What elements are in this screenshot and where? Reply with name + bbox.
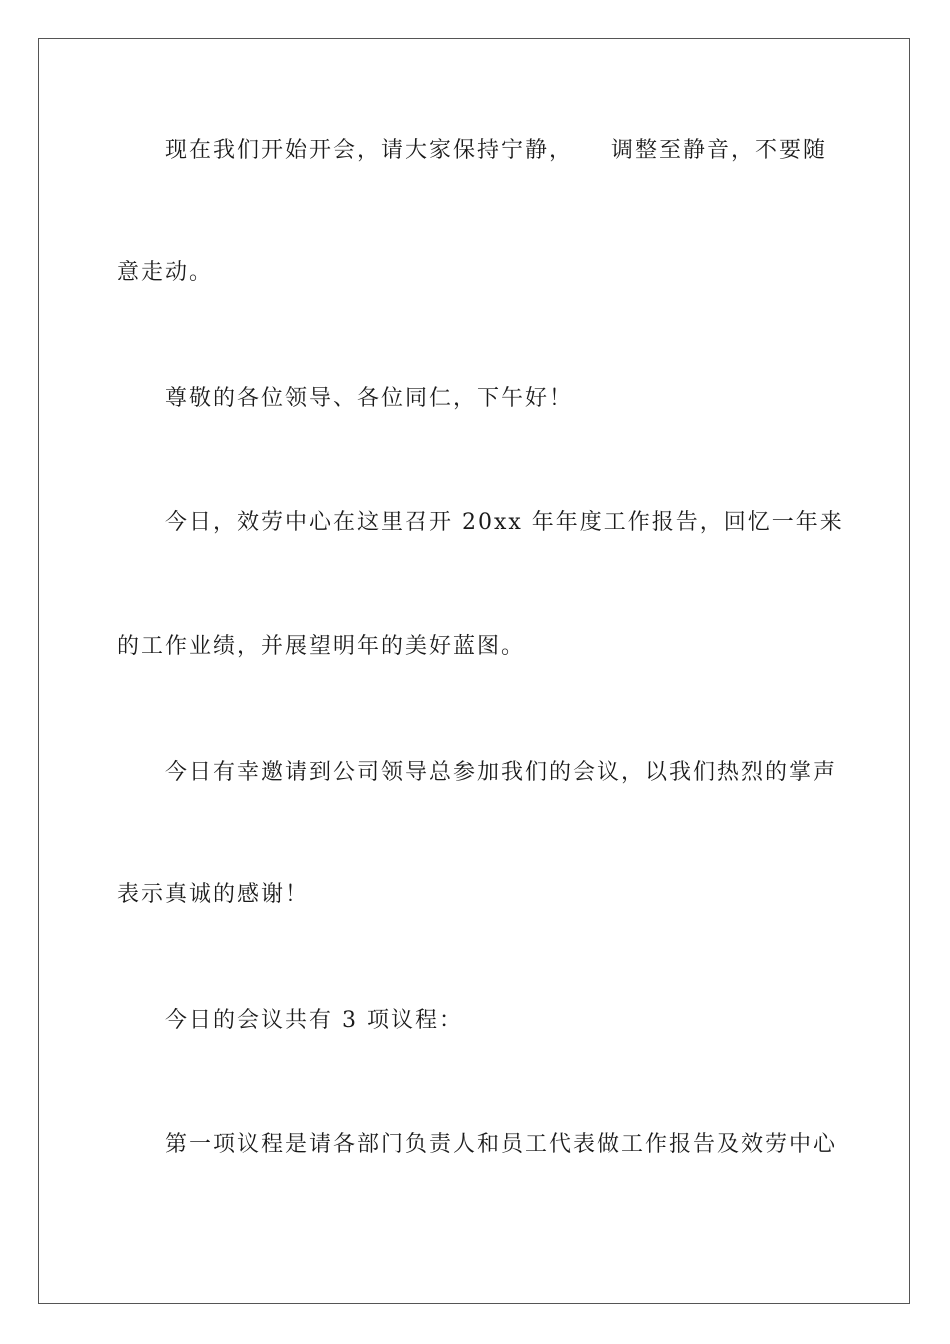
paragraph-3-line-1: 今日，效劳中心在这里召开 20xx 年年度工作报告，回忆一年来 bbox=[165, 510, 844, 535]
paragraph-3-line-2: 的工作业绩，并展望明年的美好蓝图。 bbox=[117, 634, 526, 659]
page-border bbox=[38, 38, 910, 1304]
paragraph-4-line-2: 表示真诚的感谢！ bbox=[117, 882, 310, 907]
paragraph-6-line-1: 第一项议程是请各部门负责人和员工代表做工作报告及效劳中心 bbox=[165, 1132, 838, 1157]
paragraph-5-line-1: 今日的会议共有 3 项议程： bbox=[165, 1008, 463, 1033]
paragraph-2-line-1: 尊敬的各位领导、各位同仁，下午好！ bbox=[165, 386, 574, 411]
paragraph-1-line-1: 现在我们开始开会，请大家保持宁静， 调整至静音，不要随 bbox=[165, 138, 828, 163]
paragraph-1-line-2: 意走动。 bbox=[117, 260, 214, 285]
paragraph-4-line-1: 今日有幸邀请到公司领导总参加我们的会议，以我们热烈的掌声 bbox=[165, 760, 838, 785]
